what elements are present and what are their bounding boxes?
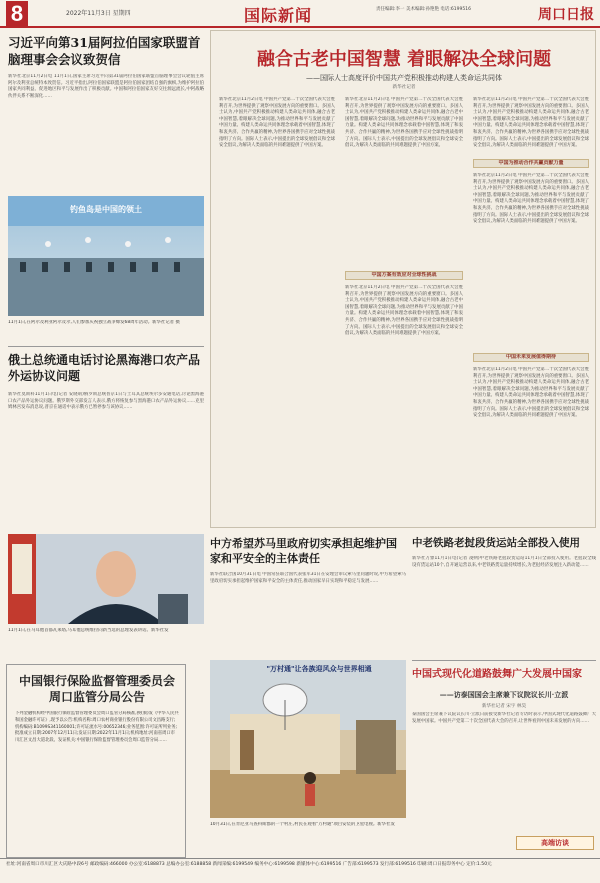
village-photo (210, 660, 406, 818)
feature-subhead: 中国为推动合作共赢贡献力量 (473, 159, 589, 168)
article-russia-headline: 俄土总统通电话讨论黑海港口农产品外运协议问题 (8, 353, 201, 383)
article-russia-body: 新华社莫斯科11月1日电(记者 安晓萌)俄罗斯总统普京1日与土耳其总统埃尔多安通电话,讨论黑海港口农产品外运协议问题。俄罗斯外交部发言人表示,俄方将恢复参与黑海港口农产品外运协议……克里姆林宫发布消息说,普京在通话中表示俄方已暂停参与该协议…… (8, 392, 204, 411)
feature-byline: 新华社记者 (392, 85, 416, 90)
ceremony-photo-caption: 11月1日,在阿尔及利亚阿尔及尔,人们参加庆祝独立战争爆发68周年活动。新华社记者 摄 (8, 320, 180, 325)
editor-credits: 责任编辑:李一 美术编辑:孙艳艳 电话:6199516 (376, 7, 471, 12)
article-thailand-subheadline: ——访泰国国会主席兼下议院议长川·立派 (439, 690, 569, 699)
notice-title: 中国银行保险监督管理委员会周口监管分局公告 (18, 674, 175, 704)
article-thailand-body: 泰国国会主席兼下议院议长川·立派日前接受新华社记者专访时表示,中国式现代化道路鼓舞广大发展中国家。中国共产党第二十次全国代表大会的召开,让世界看到中国未来发展的方向…… (412, 712, 596, 724)
feature-column-3a: 新华社北京11月2日电 中国共产党第二十次全国代表大会胜利召开,为世界提供了观察中国发展方向的重要窗口。多国人士认为,中国共产党积极推动构建人类命运共同体,融合古老中国智慧,着眼解决全球问题,为推动世界和平与发展贡献了中国力量。构建人类命运共同体理念承载着中国智慧,体现了和衷共济、合作共赢的精神,为世界各国携手应对全球性挑战指明了方向。国际人士表示,中国提出的全球发展倡议和全球安全倡议,为解决人类面临的共同难题提供了中国方案。 (473, 97, 589, 149)
ceremony-photo (8, 196, 204, 316)
page-number: 8 (6, 1, 28, 26)
malta-photo-caption: 11月1日,在马耳他首都瓦莱塔,马耳他总统维拉向新当选的总理发表讲话。新华社发 (8, 628, 169, 633)
feature-article (210, 30, 596, 528)
photo-label: "万村通"让各族迎风众与世界相通 (266, 665, 372, 673)
feature-column-2b: 新华社北京11月2日电 中国共产党第二十次全国代表大会胜利召开,为世界提供了观察中国发展方向的重要窗口。多国人士认为,中国共产党积极推动构建人类命运共同体,融合古老中国智慧,着眼解决全球问题,为推动世界和平与发展贡献了中国力量。构建人类命运共同体理念承载着中国智慧,体现了和衷共济、合作共赢的精神,为世界各国携手应对全球性挑战指明了方向。国际人士表示,中国提出的全球发展倡议和全球安全倡议,为解决人类面临的共同难题提供了中国方案。 (345, 285, 463, 337)
feature-column-2a: 新华社北京11月2日电 中国共产党第二十次全国代表大会胜利召开,为世界提供了观察中国发展方向的重要窗口。多国人士认为,中国共产党积极推动构建人类命运共同体,融合古老中国智慧,着眼解决全球问题,为推动世界和平与发展贡献了中国力量。构建人类命运共同体理念承载着中国智慧,体现了和衷共济、合作共赢的精神,为世界各国携手应对全球性挑战指明了方向。国际人士表示,中国提出的全球发展倡议和全球安全倡议,为解决人类面临的共同难题提供了中国方案。 (345, 97, 463, 149)
photo-banner-text: 钓鱼岛是中国的领土 (70, 205, 142, 214)
article-thailand-byline: 新华社记者 宋宇 林昊 (481, 704, 527, 709)
issue-date: 2022年11月3日 星期四 (66, 10, 131, 17)
feature-subtitle: ——国际人士高度评价中国共产党积极推动构建人类命运共同体 (306, 74, 502, 82)
divider (412, 660, 596, 661)
malta-photo (8, 534, 204, 624)
article-laos-headline: 中老铁路老挝段货运站全部投入使用 (412, 537, 580, 549)
village-illustration (210, 660, 406, 818)
article-somalia-body: 新华社联合国10月31日电 中国常驻联合国代表张军31日在安理会审议索马里问题时说,中方希望索马里政府切实承担起维护国家和平安全的主体责任,推动国家早日实现和平稳定与发展…… (210, 572, 406, 584)
regulatory-notice (6, 664, 186, 858)
feature-title: 融合古老中国智慧 着眼解决全球问题 (256, 49, 552, 70)
feature-column-3c: 新华社北京11月2日电 中国共产党第二十次全国代表大会胜利召开,为世界提供了观察中国发展方向的重要窗口。多国人士认为,中国共产党积极推动构建人类命运共同体,融合古老中国智慧,着眼解决全球问题,为推动世界和平与发展贡献了中国力量。构建人类命运共同体理念承载着中国智慧,体现了和衷共济、合作共赢的精神,为世界各国携手应对全球性挑战指明了方向。国际人士表示,中国提出的全球发展倡议和全球安全倡议,为解决人类面临的共同难题提供了中国方案。 (473, 367, 589, 419)
article-laos-body: 新华社万象11月1日电(记者 凌朔)中老铁路老挝段货运站11月1日全部投入使用。老挝段全线设有货运站10个,自开通运营以来,中老铁路货运量持续增长,为老挝经济发展注入新动能…… (412, 556, 596, 568)
article-thailand-headline: 中国式现代化道路鼓舞广大发展中国家 (412, 669, 582, 680)
article-somalia-headline: 中方希望苏马里政府切实承担起维护国家和平安全的主体责任 (210, 537, 397, 565)
feature-subhead: 中国方案有效应对全球性挑战 (345, 271, 463, 280)
section-title: 国际新闻 (244, 6, 313, 25)
divider (8, 346, 204, 347)
feature-subhead: 中国未来发展值得期待 (473, 353, 589, 362)
footer-info: 社址:河南省周口市川汇区大庆路中段6号 邮政编码:466000 办公室:6188873 总编办公室:6188858 新闻采编:6199549 编务中心:6199598 新媒体中心:6199516 广告部:6199573 发行部:6199516 印刷:周口日报印务中心 定价:1.50元 (0, 858, 600, 883)
feature-column-1: 新华社北京11月2日电 中国共产党第二十次全国代表大会胜利召开,为世界提供了观察中国发展方向的重要窗口。多国人士认为,中国共产党积极推动构建人类命运共同体,融合古老中国智慧,着眼解决全球问题,为推动世界和平与发展贡献了中国力量。构建人类命运共同体理念承载着中国智慧,体现了和衷共济、合作共赢的精神,为世界各国携手应对全球性挑战指明了方向。国际人士表示,中国提出的全球发展倡议和全球安全倡议,为解决人类面临的共同难题提供了中国方案。 (219, 97, 335, 149)
masthead (0, 0, 600, 28)
notice-body: 下列金融机构经中国银行保险监督管理委员会周口监管分局核准,换(颁)发《中华人民共和国金融许可证》,现予以公告:机构名称:周口农村商业银行股份有限公司文昌路支行;机构编码:B1099S341160001;许可证流水号:00652346;业务范围:许可证所列业务;批准成立日期:2007年12月11日;发证日期:2022年11月1日;机构地址:河南省周口市川汇区文昌大道北段。发证机关:中国银行保险监督管理委员会周口监管分局…… (15, 711, 179, 744)
article-xi-headline: 习近平向第31届阿拉伯国家联盟首脑理事会会议致贺信 (8, 35, 201, 67)
village-photo-caption: 10月31日,在肯尼亚马查科斯郡的一个村庄,村民在观看"万村通"项目安装的卫星电视。新华社发 (210, 822, 395, 827)
interview-tag: 高端访谈 (516, 836, 594, 850)
newspaper-logo: 周口日报 (538, 7, 594, 23)
feature-column-3b: 新华社北京11月2日电 中国共产党第二十次全国代表大会胜利召开,为世界提供了观察中国发展方向的重要窗口。多国人士认为,中国共产党积极推动构建人类命运共同体,融合古老中国智慧,着眼解决全球问题,为推动世界和平与发展贡献了中国力量。构建人类命运共同体理念承载着中国智慧,体现了和衷共济、合作共赢的精神,为世界各国携手应对全球性挑战指明了方向。国际人士表示,中国提出的全球发展倡议和全球安全倡议,为解决人类面临的共同难题提供了中国方案。 (473, 173, 589, 225)
speaker-illustration (8, 534, 204, 624)
article-xi-body: 新华社北京11月2日电 11月1日,国家主席习近平向第31届阿拉伯国家联盟首脑理事会会议轮值主席阿尔及利亚总统特本致贺信。习近平指出,阿拉伯国家联盟是阿拉伯国家团结自强的旗帜,为维护阿拉伯国家共同利益、促进地区和平与发展作出了积极贡献。中国和阿拉伯国家友好交往源远流长,中阿战略伙伴关系不断深化…… (8, 74, 204, 99)
